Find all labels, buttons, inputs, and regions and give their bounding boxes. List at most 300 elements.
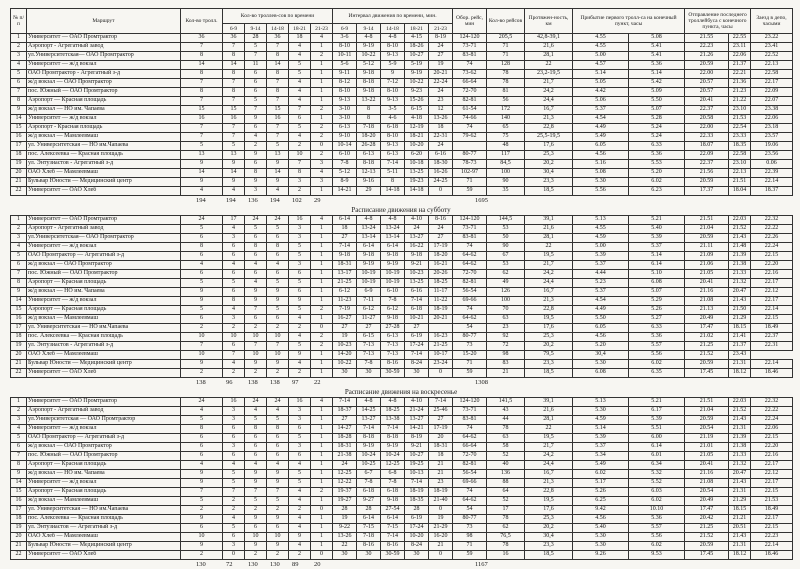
table-cell: 18.35: [729, 142, 751, 151]
table-cell: 16,7: [525, 106, 573, 115]
table-cell: 0: [429, 187, 453, 196]
table-cell: 5.37: [573, 288, 629, 297]
table-cell: 83: [487, 360, 525, 369]
route-name: ОАО Промтрактор — Агрегатный з-д: [27, 252, 181, 261]
table-cell: 21,7: [525, 261, 573, 270]
table-cell: 7-14: [333, 398, 357, 407]
table-row: [11, 97, 793, 106]
table-cell: 4-8: [357, 34, 381, 43]
table-cell: 21.51: [685, 216, 729, 225]
table-cell: 2: [311, 306, 333, 315]
table-cell: 7: [223, 488, 245, 497]
table-cell: 4: [289, 97, 311, 106]
table-cell: 28: [357, 506, 381, 515]
table-cell: 8-10: [381, 43, 405, 52]
table-row: [11, 124, 793, 133]
table-cell: 6.08: [629, 279, 685, 288]
total-vehicles: 130: [196, 561, 206, 568]
table-cell: 72-70: [453, 270, 487, 279]
total-slot: 138: [270, 379, 280, 386]
table-cell: 15-26: [405, 97, 429, 106]
table-cell: 22.03: [729, 216, 751, 225]
table-cell: 7: [223, 79, 245, 88]
table-cell: 21.39: [729, 434, 751, 443]
table-cell: 20.59: [685, 61, 729, 70]
table-cell: 5.39: [629, 234, 685, 243]
table-cell: 9: [223, 178, 245, 187]
table-cell: 6.02: [629, 178, 685, 187]
table-row: [11, 279, 793, 288]
table-cell: 8-18: [357, 160, 381, 169]
table-cell: 5.51: [629, 425, 685, 434]
table-cell: 5.41: [629, 52, 685, 61]
table-cell: 21.22: [729, 97, 751, 106]
table-cell: 18: [289, 34, 311, 43]
table-cell: 5.24: [629, 124, 685, 133]
table-cell: 7: [11, 270, 27, 279]
table-cell: 9.26: [573, 551, 629, 560]
table-cell: 141,5: [487, 398, 525, 407]
table-cell: 13-25: [405, 169, 429, 178]
table-cell: 74: [453, 61, 487, 70]
table-cell: 4: [223, 261, 245, 270]
table-cell: 3: [223, 234, 245, 243]
table-cell: 4-8: [381, 216, 405, 225]
table-cell: 22.17: [751, 79, 793, 88]
table-cell: 0: [429, 506, 453, 515]
table-cell: 4.59: [573, 234, 629, 243]
table-cell: 2: [267, 506, 289, 515]
route-name: пос. Южный — ОАО Промтрактор: [27, 88, 181, 97]
table-cell: 0: [429, 551, 453, 560]
table-cell: 22.14: [751, 360, 793, 369]
table-cell: 1: [311, 497, 333, 506]
table-cell: 21.31: [729, 542, 751, 551]
table-cell: 9: [181, 360, 223, 369]
table-cell: 25-46: [429, 407, 453, 416]
table-cell: 13: [181, 151, 223, 160]
table-cell: 22.58: [751, 70, 793, 79]
table-cell: 21.37: [729, 342, 751, 351]
table-cell: 9-18: [357, 70, 381, 79]
table-cell: 18: [11, 333, 27, 342]
weekday-table: [10, 8, 793, 196]
table-cell: 20: [11, 169, 27, 178]
table-cell: 8-10: [381, 133, 405, 142]
table-cell: 73: [453, 342, 487, 351]
table-cell: 21,7: [525, 79, 573, 88]
table-cell: 19-25: [405, 461, 429, 470]
header-interval-slot: 18-21: [405, 24, 429, 34]
table-cell: 5.26: [573, 488, 629, 497]
table-cell: 6-14: [357, 515, 381, 524]
table-cell: 9.53: [629, 551, 685, 560]
table-cell: 9: [181, 479, 223, 488]
table-cell: 27: [333, 416, 357, 425]
table-cell: 6.33: [629, 142, 685, 151]
table-cell: 6: [245, 315, 267, 324]
table-cell: 21.25: [685, 524, 729, 533]
table-cell: 4: [289, 542, 311, 551]
table-cell: 7: [181, 133, 223, 142]
table-row: [11, 216, 793, 225]
table-cell: 16: [11, 133, 27, 142]
weekday-rows: [11, 34, 793, 196]
route-name: Аэропорт - Агрегатный завод: [27, 407, 181, 416]
table-cell: 17.45: [685, 551, 729, 560]
table-cell: 25,3: [525, 151, 573, 160]
saturday-totals: [10, 378, 792, 387]
table-cell: 1: [311, 97, 333, 106]
table-cell: 27: [405, 324, 429, 333]
table-cell: 4-8: [357, 216, 381, 225]
total-slot: 97: [292, 379, 299, 386]
route-name: ж/д вокзал — НО им. Чапаева: [27, 470, 181, 479]
table-cell: 100: [487, 297, 525, 306]
table-row: [11, 488, 793, 497]
table-cell: 9: [245, 297, 267, 306]
table-cell: 5.30: [573, 178, 629, 187]
table-cell: 22.03: [729, 398, 751, 407]
table-cell: 21.31: [729, 360, 751, 369]
table-cell: 1: [311, 243, 333, 252]
table-cell: 22.15: [751, 315, 793, 324]
table-cell: 27: [333, 234, 357, 243]
table-cell: 79-62: [453, 133, 487, 142]
table-cell: 75: [487, 133, 525, 142]
table-cell: 74: [453, 124, 487, 133]
route-name: ОАО Хлеб — Мамлеевмаш: [27, 351, 181, 360]
table-cell: 25,5-19,5: [525, 133, 573, 142]
table-cell: 20.54: [685, 488, 729, 497]
table-cell: 6-18: [381, 124, 405, 133]
table-cell: 3: [245, 187, 267, 196]
table-cell: 9: [245, 542, 267, 551]
table-cell: 2: [11, 407, 27, 416]
table-cell: 140: [487, 115, 525, 124]
table-cell: 18-19: [429, 488, 453, 497]
table-cell: 9-19: [357, 261, 381, 270]
table-cell: 20.41: [685, 461, 729, 470]
table-cell: 78: [487, 515, 525, 524]
table-cell: 20.54: [685, 425, 729, 434]
table-cell: 9: [181, 160, 223, 169]
table-cell: 6-14: [333, 216, 357, 225]
table-cell: 1: [11, 34, 27, 43]
table-cell: 5.14: [629, 70, 685, 79]
table-cell: 9: [381, 70, 405, 79]
table-cell: 8: [11, 461, 27, 470]
total-slot: 194: [226, 197, 236, 204]
table-cell: 2: [311, 133, 333, 142]
table-cell: 22.00: [685, 124, 729, 133]
table-cell: 21.43: [729, 297, 751, 306]
table-row: [11, 497, 793, 506]
table-cell: 22.14: [751, 178, 793, 187]
table-cell: 13-24: [357, 225, 381, 234]
table-cell: 71: [487, 52, 525, 61]
table-cell: 21: [11, 178, 27, 187]
table-row: [11, 315, 793, 324]
table-cell: 9-18: [381, 497, 405, 506]
table-cell: 18-26: [405, 43, 429, 52]
table-cell: 19: [11, 342, 27, 351]
table-cell: 9-13: [381, 142, 405, 151]
table-cell: 6-12: [357, 306, 381, 315]
table-cell: 7: [223, 351, 245, 360]
table-cell: 17,6: [525, 324, 573, 333]
table-cell: 7-13: [357, 351, 381, 360]
table-cell: 7: [181, 342, 223, 351]
table-cell: 4: [245, 261, 267, 270]
table-row: [11, 151, 793, 160]
table-row: [11, 351, 793, 360]
route-name: ул. Университетская — НО им.Чапаева: [27, 142, 181, 151]
table-cell: 5-6: [333, 61, 357, 70]
table-cell: 13-25: [405, 279, 429, 288]
table-cell: 27: [429, 234, 453, 243]
route-name: Университет — ж/д вокзал: [27, 425, 181, 434]
table-cell: 15: [181, 106, 223, 115]
table-cell: 5: [245, 43, 267, 52]
total-slot: 29: [314, 197, 321, 204]
table-cell: 18.46: [751, 369, 793, 378]
route-name: Университет — ОАО Хлеб: [27, 369, 181, 378]
table-cell: 21.04: [685, 225, 729, 234]
table-cell: 6: [289, 115, 311, 124]
table-cell: 9-19: [381, 261, 405, 270]
table-cell: 18.49: [751, 324, 793, 333]
table-cell: 9-18: [333, 252, 357, 261]
table-row: [11, 225, 793, 234]
route-name: Университет — ОАО Хлеб: [27, 551, 181, 560]
table-cell: 9: [245, 360, 267, 369]
table-cell: 4: [289, 79, 311, 88]
table-cell: 17,6: [525, 142, 573, 151]
table-row: [11, 452, 793, 461]
table-cell: 29: [357, 187, 381, 196]
table-row: [11, 70, 793, 79]
table-cell: 6: [267, 524, 289, 533]
table-cell: 50: [487, 234, 525, 243]
table-cell: 54: [453, 506, 487, 515]
table-cell: 24: [245, 216, 267, 225]
table-cell: 1: [311, 479, 333, 488]
route-name: Аэропорт - Красная площадь: [27, 124, 181, 133]
table-cell: 7-15: [381, 524, 405, 533]
table-cell: 16: [11, 497, 27, 506]
table-cell: 5.56: [573, 187, 629, 196]
table-cell: 6-14: [381, 243, 405, 252]
table-cell: 6: [181, 452, 223, 461]
header-interval: Интервал движения по времени, мин.: [333, 9, 453, 24]
table-cell: 21,6: [525, 407, 573, 416]
table-cell: 6-16: [405, 288, 429, 297]
table-cell: 20.51: [729, 524, 751, 533]
table-cell: 54: [453, 324, 487, 333]
header-num: № п/п: [11, 9, 27, 34]
table-cell: 24,2: [525, 88, 573, 97]
table-cell: 10-23: [405, 270, 429, 279]
table-cell: 90: [487, 243, 525, 252]
table-cell: 4.55: [573, 225, 629, 234]
table-cell: 25,3: [525, 333, 573, 342]
table-cell: 1: [311, 425, 333, 434]
table-cell: 30-59: [381, 369, 405, 378]
table-cell: 5: [11, 252, 27, 261]
route-name: ж/д вокзал — Мамлеевмаш: [27, 497, 181, 506]
table-cell: 90: [487, 178, 525, 187]
table-cell: 59: [453, 187, 487, 196]
table-cell: 3: [223, 416, 245, 425]
table-cell: 22: [525, 243, 573, 252]
table-cell: 2: [311, 151, 333, 160]
table-cell: 82-81: [453, 461, 487, 470]
table-cell: 71: [453, 178, 487, 187]
table-cell: 59: [453, 551, 487, 560]
table-cell: 2: [311, 106, 333, 115]
table-cell: 9: [181, 515, 223, 524]
table-row: [11, 133, 793, 142]
table-cell: 5.30: [573, 407, 629, 416]
table-cell: 21.31: [729, 488, 751, 497]
table-cell: 7-12: [381, 79, 405, 88]
table-cell: 7: [11, 452, 27, 461]
table-cell: 7-18: [357, 533, 381, 542]
table-cell: 8-18: [381, 434, 405, 443]
table-cell: 24: [245, 398, 267, 407]
table-cell: 14-21: [333, 187, 357, 196]
table-cell: 8: [267, 52, 289, 61]
table-cell: 5.05: [573, 79, 629, 88]
table-cell: 20.59: [685, 542, 729, 551]
table-cell: 5: [267, 416, 289, 425]
table-cell: 21.13: [685, 306, 729, 315]
table-cell: 18.12: [729, 369, 751, 378]
table-cell: 13-38: [381, 416, 405, 425]
table-cell: 10-19: [357, 279, 381, 288]
table-cell: 5-12: [357, 61, 381, 70]
table-cell: 9: [245, 470, 267, 479]
table-cell: 8-16: [429, 216, 453, 225]
header-last-departure: Отправление последнего троллейбуса с конечного пункта, часы: [685, 9, 751, 34]
table-cell: 21.56: [685, 169, 729, 178]
table-cell: 22.23: [685, 43, 729, 52]
table-cell: 6.08: [573, 369, 629, 378]
table-cell: 18-28: [333, 434, 357, 443]
table-cell: 16,7: [525, 288, 573, 297]
table-cell: 1: [311, 360, 333, 369]
table-row: [11, 169, 793, 178]
table-cell: 4.57: [573, 61, 629, 70]
table-cell: 5.50: [573, 315, 629, 324]
table-cell: 4: [223, 225, 245, 234]
table-cell: 4-18: [405, 115, 429, 124]
table-cell: 5.57: [629, 524, 685, 533]
table-cell: 21.43: [729, 479, 751, 488]
table-cell: 80-77: [453, 151, 487, 160]
table-cell: 21.52: [729, 225, 751, 234]
table-cell: [453, 142, 487, 151]
table-row: [11, 106, 793, 115]
table-cell: 22.17: [751, 515, 793, 524]
table-cell: 16: [267, 115, 289, 124]
table-cell: 21.16: [685, 470, 729, 479]
table-cell: 30,4: [573, 351, 629, 360]
table-cell: 5: [289, 61, 311, 70]
table-cell: 2: [245, 506, 267, 515]
table-cell: 83-81: [453, 234, 487, 243]
table-cell: 28: [405, 506, 429, 515]
table-cell: 21.01: [685, 443, 729, 452]
table-cell: 5: [289, 70, 311, 79]
route-name: Аэропорт — Красная площадь: [27, 97, 181, 106]
table-cell: 4-6: [381, 115, 405, 124]
table-row: [11, 234, 793, 243]
table-cell: 20.41: [685, 279, 729, 288]
table-cell: 2: [181, 506, 223, 515]
route-name: Аэропорт — Красная площадь: [27, 488, 181, 497]
table-cell: 8: [181, 52, 223, 61]
table-cell: 22-24: [429, 79, 453, 88]
table-cell: 4: [289, 360, 311, 369]
table-cell: 23.56: [751, 151, 793, 160]
table-cell: 14: [223, 61, 245, 70]
table-cell: 22: [525, 425, 573, 434]
table-cell: 7-14: [381, 160, 405, 169]
table-cell: 9: [267, 178, 289, 187]
table-cell: 13-22: [357, 97, 381, 106]
total-slot: 130: [248, 561, 258, 568]
table-cell: 9-21: [405, 261, 429, 270]
table-cell: 3-5: [381, 106, 405, 115]
table-cell: 7: [289, 106, 311, 115]
total-vehicles: 138: [196, 379, 206, 386]
table-cell: 24: [333, 461, 357, 470]
table-cell: 20-21: [429, 315, 453, 324]
table-cell: 22.14: [751, 542, 793, 551]
table-cell: 7-8: [357, 360, 381, 369]
header-interval-slot: 6-9: [333, 24, 357, 34]
table-cell: 66-64: [453, 79, 487, 88]
table-cell: 76,5: [487, 533, 525, 542]
table-cell: 19-23: [405, 178, 429, 187]
table-cell: 5: [223, 279, 245, 288]
table-cell: 1: [311, 443, 333, 452]
table-cell: 7: [181, 124, 223, 133]
table-cell: 23: [429, 479, 453, 488]
table-cell: 2: [289, 142, 311, 151]
table-cell: 9-18: [381, 252, 405, 261]
table-cell: 23.18: [751, 124, 793, 133]
table-row: [11, 342, 793, 351]
table-cell: 20.59: [685, 416, 729, 425]
table-cell: 3: [289, 234, 311, 243]
table-cell: 22.37: [685, 160, 729, 169]
table-cell: 9-13: [381, 97, 405, 106]
table-row: [11, 398, 793, 407]
table-cell: 5: [223, 479, 245, 488]
table-cell: 5.28: [629, 115, 685, 124]
table-cell: 10-22: [333, 360, 357, 369]
table-cell: 23.41: [751, 43, 793, 52]
table-row: [11, 416, 793, 425]
table-cell: 73-62: [453, 70, 487, 79]
table-cell: 24: [181, 216, 223, 225]
table-cell: 16: [181, 115, 223, 124]
table-cell: 21.50: [729, 306, 751, 315]
table-cell: 6: [181, 234, 223, 243]
